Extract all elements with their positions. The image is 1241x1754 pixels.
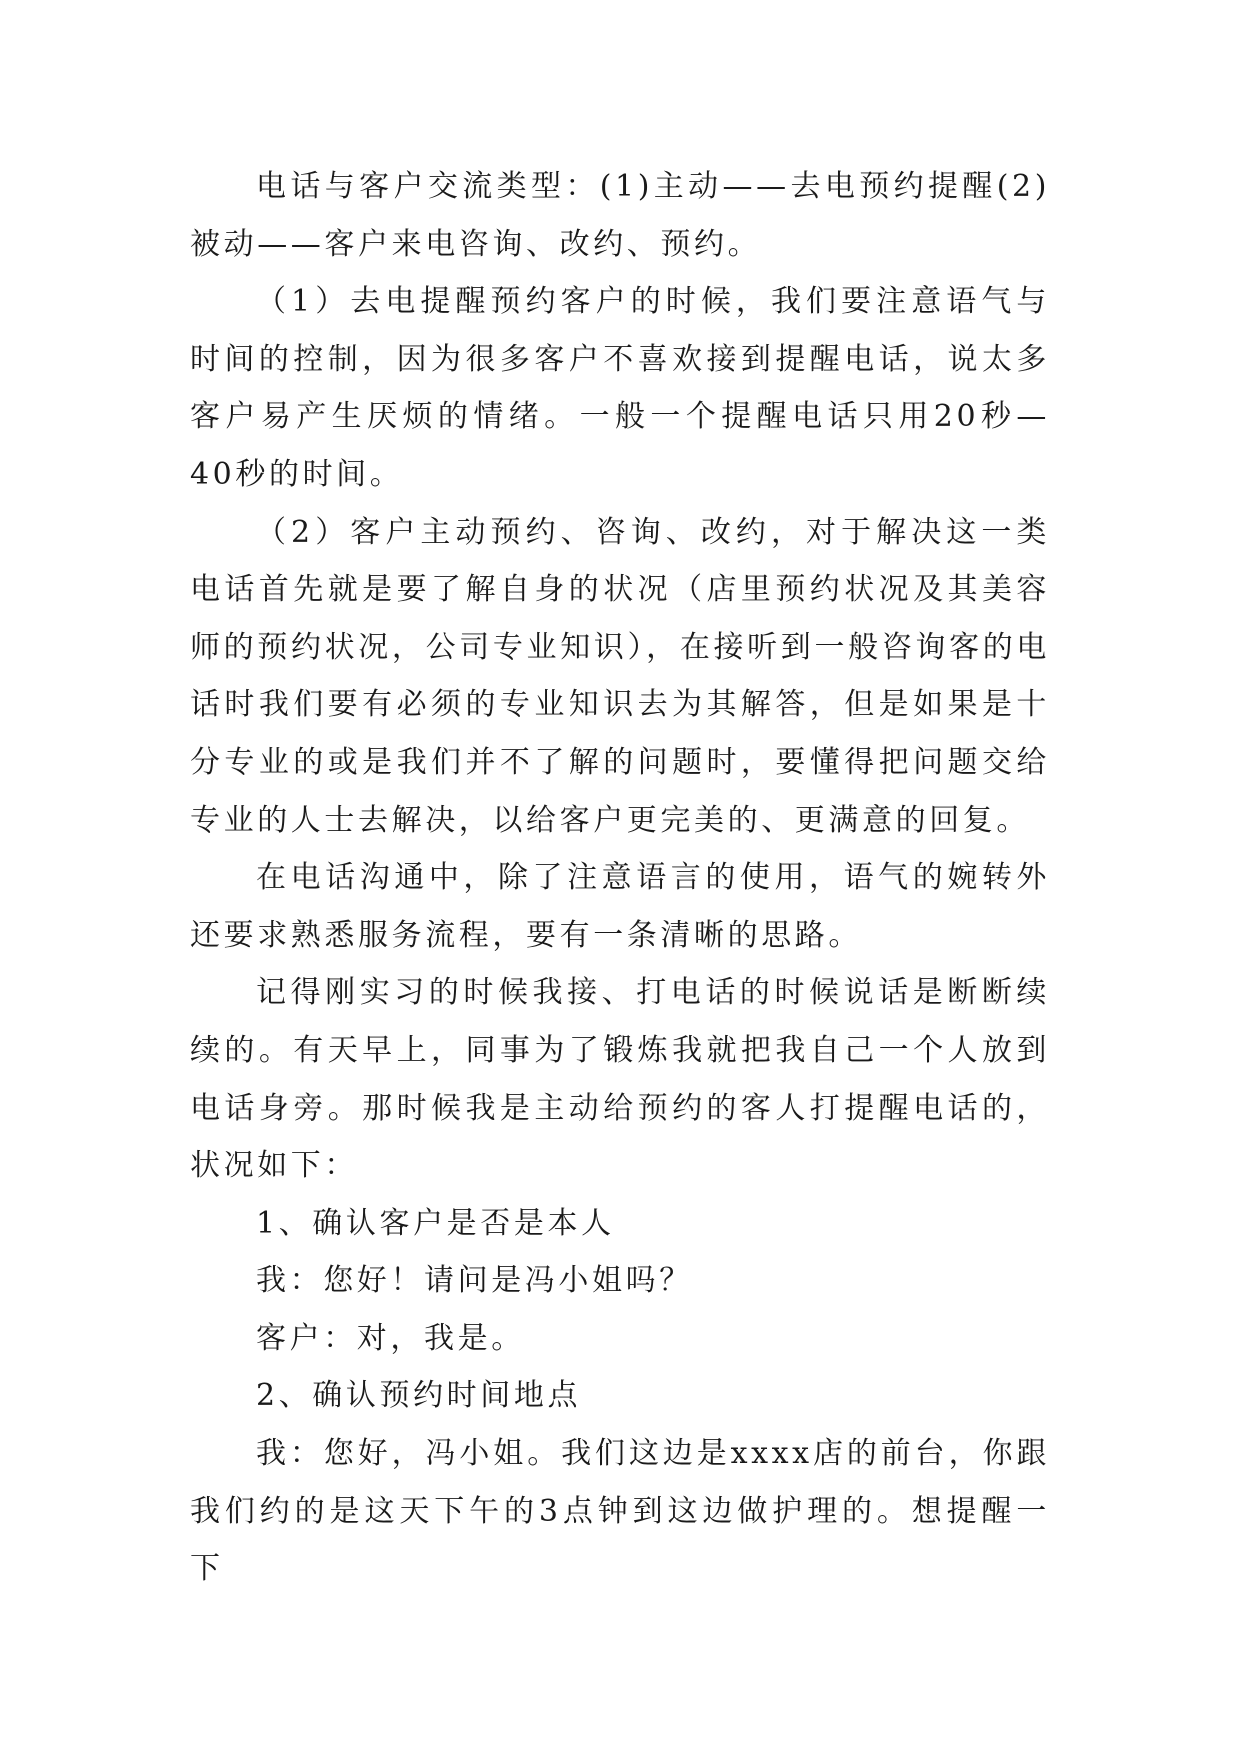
- paragraph-call-types: 电话与客户交流类型：(1)主动——去电预约提醒(2)被动——客户来电咨询、改约、预约。: [190, 169, 1050, 262]
- paragraph-outgoing-reminder: （1）去电提醒预约客户的时候，我们要注意语气与时间的控制，因为很多客户不喜欢接到提醒电话，说太多客户易产生厌烦的情绪。一般一个提醒电话只用20秒—40秒的时间。: [190, 284, 1050, 492]
- paragraph-incoming-calls: （2）客户主动预约、咨询、改约，对于解决这一类电话首先就是要了解自身的状况（店里预约状况及其美容师的预约状况，公司专业知识），在接听到一般咨询客的电话时我们要有必须的专业知识去为其解答，但是如果是十分专业的或是我们并不了解的问题时，要懂得把问题交给专业的人士去解决，以给客户更完美的、更满意的回复。: [190, 514, 1050, 838]
- dialogue-line-me: 我：您好！请问是冯小姐吗？: [256, 1263, 693, 1299]
- paragraph-communication-tips: 在电话沟通中，除了注意语言的使用，语气的婉转外还要求熟悉服务流程，要有一条清晰的思路。: [190, 860, 1050, 953]
- document-body: [190, 158, 1050, 1598]
- step-heading-confirm-time-place: 2、确认预约时间地点: [256, 1378, 582, 1414]
- dialogue-line-me-reminder: 我：您好，冯小姐。我们这边是xxxx店的前台，你跟我们约的是这天下午的3点钟到这边做护理的。想提醒一下: [190, 1436, 1050, 1587]
- step-heading-confirm-customer: 1、确认客户是否是本人: [256, 1205, 615, 1241]
- dialogue-line-customer: 客户：对，我是。: [256, 1320, 525, 1356]
- paragraph-internship-story: 记得刚实习的时候我接、打电话的时候说话是断断续续的。有天早上，同事为了锻炼我就把我自己一个人放到电话身旁。那时候我是主动给预约的客人打提醒电话的，状况如下：: [190, 975, 1050, 1184]
